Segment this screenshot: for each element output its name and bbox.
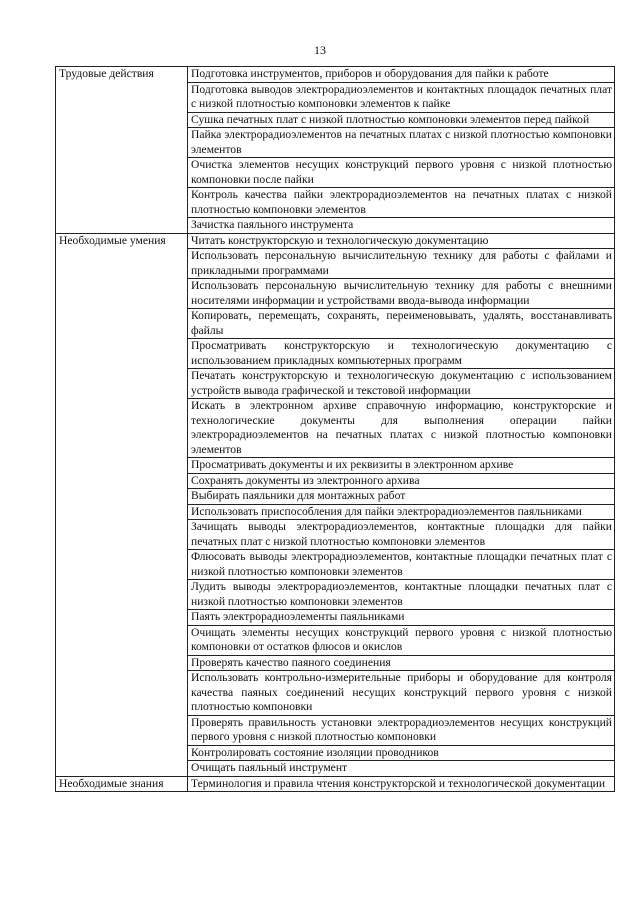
section-item: Очищать элементы несущих конструкций первого уровня с низкой плотностью компоновки от остатков флюсов и окислов: [188, 625, 615, 655]
section-label: Необходимые умения: [56, 233, 188, 776]
section-item: Просматривать конструкторскую и технологическую документацию с использованием прикладных компьютерных программ: [188, 339, 615, 369]
section-item: Сохранять документы из электронного архива: [188, 473, 615, 489]
qualification-table-body: [56, 67, 615, 792]
table-row: [56, 776, 615, 792]
section-item: Флюсовать выводы электрорадиоэлементов, контактные площадки печатных плат с низкой плотностью компоновки элементов: [188, 550, 615, 580]
section-item: Зачистка паяльного инструмента: [188, 218, 615, 234]
table-row: [56, 233, 615, 249]
section-item: Проверять качество паяного соединения: [188, 655, 615, 671]
section-item: Искать в электронном архиве справочную информацию, конструкторские и технологические документы для выполнения операции пайки электрорадиоэлементов на печатных платах с низкой плотностью компоновки элементов: [188, 399, 615, 458]
section-item: Контроль качества пайки электрорадиоэлементов на печатных платах с низкой плотностью компоновки элементов: [188, 188, 615, 218]
section-item: Использовать контрольно-измерительные приборы и оборудование для контроля качества паяных соединений несущих конструкций первого уровня с низкой плотностью компоновки: [188, 671, 615, 716]
section-item: Зачищать выводы электрорадиоэлементов, контактные площадки для пайки печатных плат с низкой плотностью компоновки элементов: [188, 520, 615, 550]
section-item: Подготовка выводов электрорадиоэлементов и контактных площадок печатных плат с низкой плотностью компоновки элементов к пайке: [188, 82, 615, 112]
section-item: Сушка печатных плат с низкой плотностью компоновки элементов перед пайкой: [188, 112, 615, 128]
section-item: Читать конструкторскую и технологическую документацию: [188, 233, 615, 249]
section-item: Просматривать документы и их реквизиты в электронном архиве: [188, 458, 615, 474]
section-item: Очистка элементов несущих конструкций первого уровня с низкой плотностью компоновки после пайки: [188, 158, 615, 188]
qualification-table: [55, 66, 615, 792]
section-item: Терминология и правила чтения конструкторской и технологической документации: [188, 776, 615, 792]
section-item: Контролировать состояние изоляции проводников: [188, 745, 615, 761]
section-label: Необходимые знания: [56, 776, 188, 792]
section-item: Лудить выводы электрорадиоэлементов, контактные площадки печатных плат с низкой плотностью компоновки элементов: [188, 580, 615, 610]
section-item: Печатать конструкторскую и технологическую документацию с использованием устройств вывода графической и текстовой информации: [188, 369, 615, 399]
section-item: Проверять правильность установки электрорадиоэлементов несущих конструкций первого уровня с низкой плотностью компоновки: [188, 715, 615, 745]
section-item: Пайка электрорадиоэлементов на печатных платах с низкой плотностью компоновки элементов: [188, 128, 615, 158]
section-item: Очищать паяльный инструмент: [188, 761, 615, 777]
section-item: Использовать персональную вычислительную технику для работы с файлами и прикладными программами: [188, 249, 615, 279]
section-item: Паять электрорадиоэлементы паяльниками: [188, 610, 615, 626]
section-label: Трудовые действия: [56, 67, 188, 234]
table-row: [56, 67, 615, 83]
section-item: Выбирать паяльники для монтажных работ: [188, 489, 615, 505]
section-item: Копировать, перемещать, сохранять, переименовывать, удалять, восстанавливать файлы: [188, 309, 615, 339]
section-item: Подготовка инструментов, приборов и оборудования для пайки к работе: [188, 67, 615, 83]
page-number: 13: [314, 43, 326, 57]
section-item: Использовать приспособления для пайки электрорадиоэлементов паяльниками: [188, 504, 615, 520]
section-item: Использовать персональную вычислительную технику для работы с внешними носителями информации и устройствами ввода-вывода информации: [188, 279, 615, 309]
